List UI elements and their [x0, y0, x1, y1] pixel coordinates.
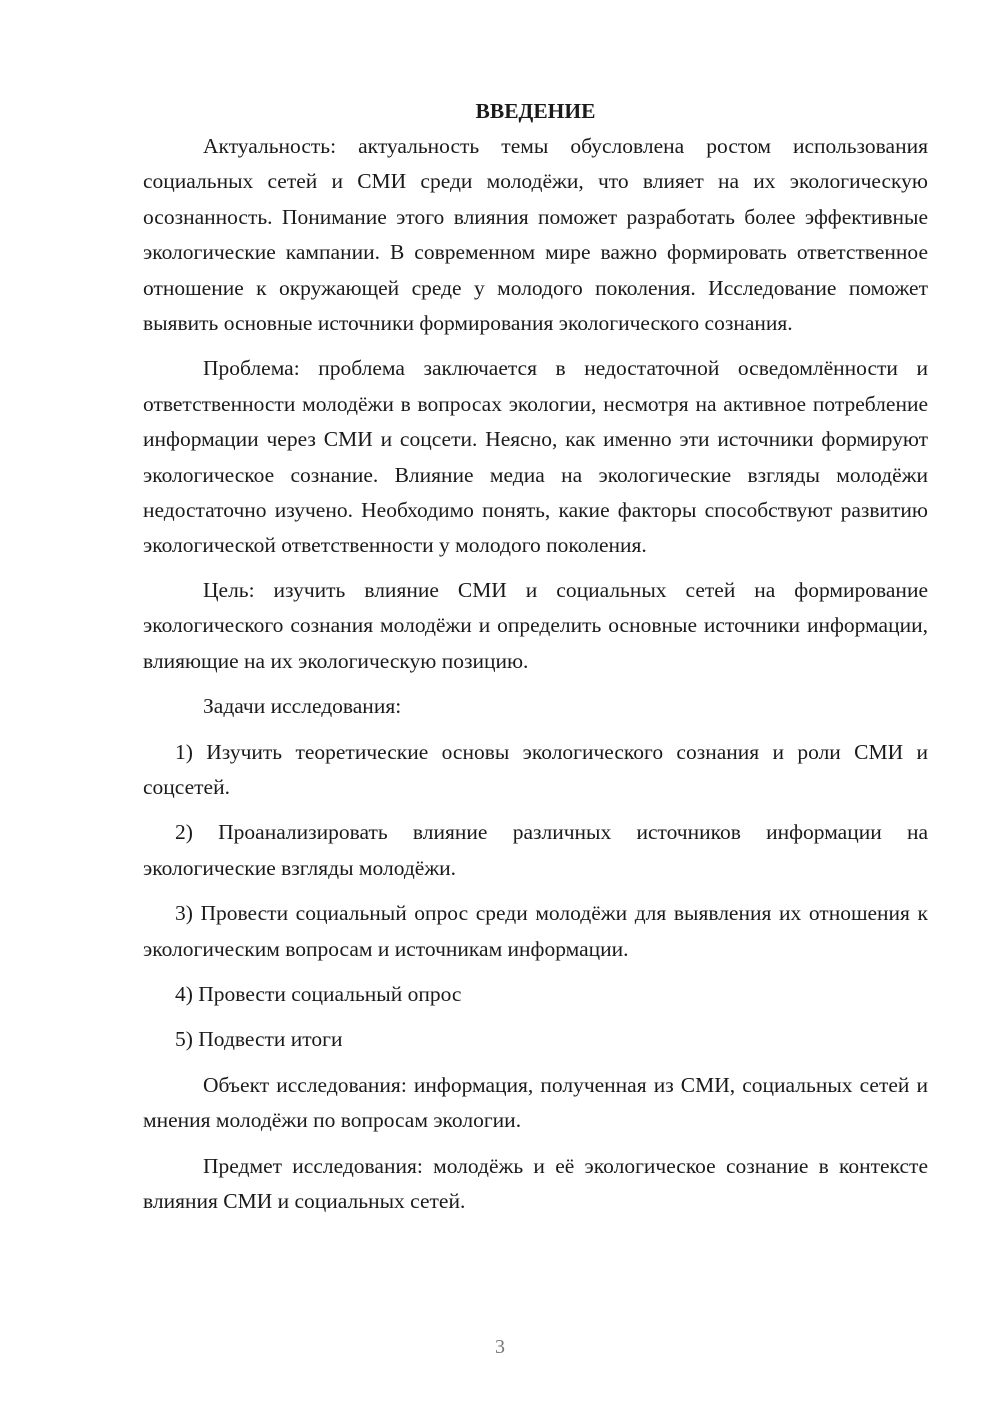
paragraph-problem: Проблема: проблема заключается в недостаточной осведомлённости и ответственности молодёжи в вопросах экологии, несмотря на активное потребление информации через СМИ и соцсети. Неясно, как именно эти источники формируют экологическое сознание. Влияние медиа на экологические взгляды молодёжи недостаточно изучено. Необходимо понять, какие факторы способствуют развитию экологической ответственности у молодого поколения.: [143, 356, 928, 558]
task-item-5: 5) Подвести итоги: [175, 1027, 343, 1052]
paragraph-relevance: Актуальность: актуальность темы обусловлена ростом использования социальных сетей и СМИ среди молодёжи, что влияет на их экологическую осознанность. Понимание этого влияния поможет разработать более эффективные экологические кампании. В современном мире важно формировать ответственное отношение к окружающей среде у молодого поколения. Исследование поможет выявить основные источники формирования экологического сознания.: [143, 134, 928, 336]
paragraph-object: Объект исследования: информация, полученная из СМИ, социальных сетей и мнения молодёжи по вопросам экологии.: [143, 1072, 928, 1133]
task-item-2: 2) Проанализировать влияние различных источников информации на экологические взгляды молодёжи.: [143, 820, 928, 880]
tasks-heading: Задачи исследования:: [203, 694, 402, 719]
page-content: [143, 95, 928, 1229]
paragraph-subject: Предмет исследования: молодёжь и её экологическое сознание в контексте влияния СМИ и социальных сетей.: [143, 1153, 928, 1213]
task-item-4: 4) Провести социальный опрос: [175, 981, 462, 1006]
task-item-3: 3) Провести социальный опрос среди молодёжи для выявления их отношения к экологическим вопросам и источникам информации.: [143, 901, 928, 961]
task-item-1: 1) Изучить теоретические основы экологического сознания и роли СМИ и соцсетей.: [143, 739, 928, 799]
paragraph-goal: Цель: изучить влияние СМИ и социальных сетей на формирование экологического сознания молодёжи и определить основные источники информации, влияющие на их экологическую позицию.: [143, 577, 928, 673]
page-number: 3: [495, 1336, 505, 1358]
document-title: ВВЕДЕНИЕ: [475, 99, 596, 123]
